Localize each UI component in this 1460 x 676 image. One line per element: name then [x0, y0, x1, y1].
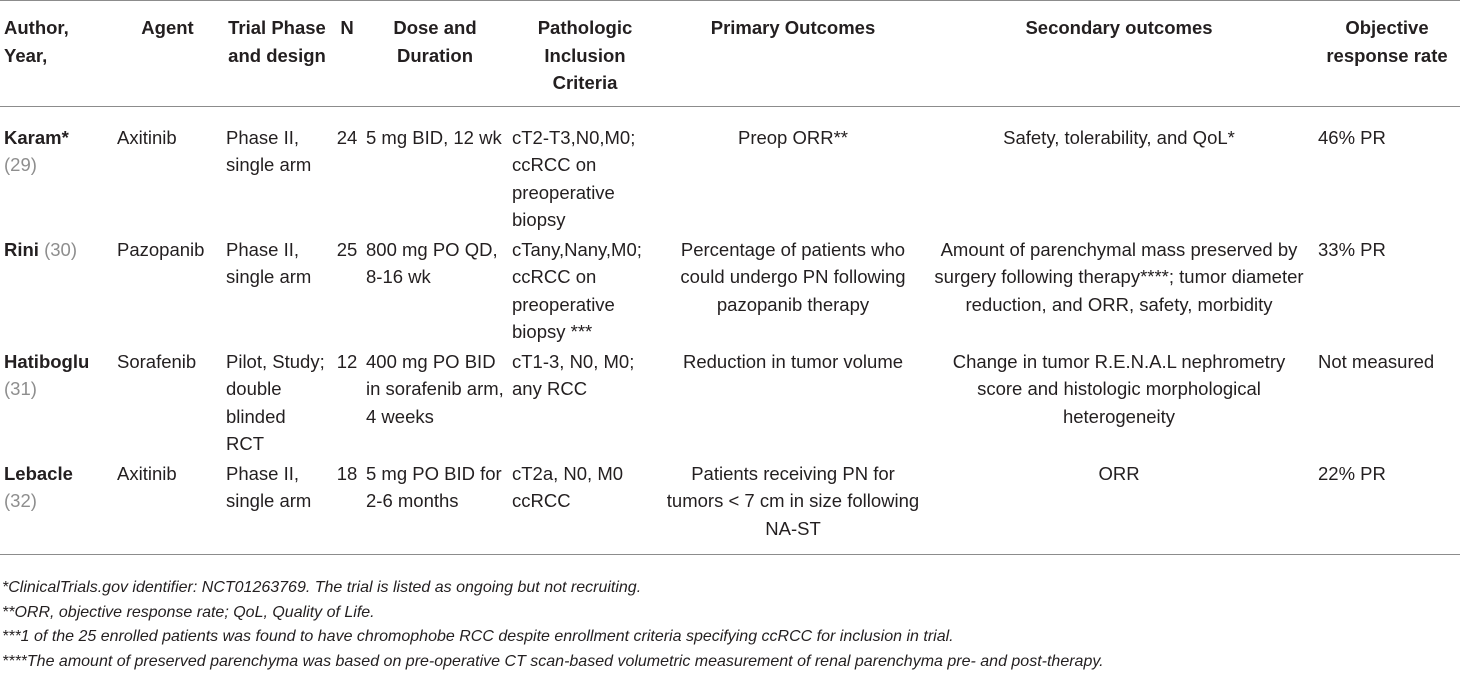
cell-criteria: cT1-3, N0, M0; any RCC: [512, 350, 635, 399]
cell-author: [0, 346, 113, 458]
cell-primary: Preop ORR**: [737, 126, 848, 148]
header-author: Author, Year,: [4, 17, 69, 66]
table-row: [0, 346, 1460, 458]
citation-link[interactable]: (29): [4, 154, 37, 175]
footnote: **ORR, objective response rate; QoL, Quality of Life.: [2, 603, 375, 621]
cell-phase: Phase II, single arm: [226, 126, 312, 175]
footnote: *ClinicalTrials.gov identifier: NCT01263769. The trial is listed as ongoing but not recruiting.: [2, 579, 642, 596]
cell-dose: 5 mg PO BID for 2-6 months: [366, 462, 502, 511]
cell-n: 25: [336, 238, 358, 260]
author-name: Lebacle: [4, 462, 73, 484]
citation-link[interactable]: (32): [4, 490, 37, 511]
cell-secondary: Change in tumor R.E.N.A.L nephrometry score and histologic morphological heterogeneity: [952, 350, 1286, 427]
footnote: ****The amount of preserved parenchyma was based on pre-operative CT scan-based volumetric measurement of renal parenchyma pre- and post-therapy.: [2, 652, 1104, 670]
header-dose: Dose and Duration: [393, 17, 477, 66]
cell-primary: Patients receiving PN for tumors < 7 cm in size following NA-ST: [666, 462, 920, 539]
header-row: [0, 1, 1460, 107]
cell-criteria: cT2-T3,N0,M0; ccRCC on preoperative biopsy: [512, 126, 636, 230]
cell-primary: Reduction in tumor volume: [682, 350, 904, 372]
cell-orr: 22% PR: [1318, 462, 1386, 484]
cell-criteria: cT2a, N0, M0 ccRCC: [512, 462, 624, 511]
cell-n: 24: [336, 126, 358, 148]
table-row: [0, 106, 1460, 234]
header-primary: Primary Outcomes: [710, 17, 876, 38]
citation-link[interactable]: (31): [4, 378, 37, 399]
author-name: Rini: [4, 238, 39, 260]
header-n: N: [340, 17, 354, 38]
footnote: ***1 of the 25 enrolled patients was found to have chromophobe RCC despite enrollment criteria specifying ccRCC for inclusion in trial.: [2, 628, 954, 645]
table-row: [0, 234, 1460, 346]
header-agent: Agent: [141, 17, 194, 38]
cell-author: [0, 106, 113, 234]
author-name: Hatiboglu: [4, 350, 90, 372]
header-criteria: Pathologic Inclusion Criteria: [537, 17, 633, 93]
cell-agent: Pazopanib: [117, 238, 205, 260]
cell-secondary: ORR: [1098, 462, 1140, 484]
cell-phase: Phase II, single arm: [226, 462, 312, 511]
cell-dose: 800 mg PO QD, 8-16 wk: [366, 238, 498, 287]
cell-dose: 5 mg BID, 12 wk: [366, 126, 502, 148]
cell-n: 12: [336, 350, 358, 372]
cell-primary: Percentage of patients who could undergo PN following pazopanib therapy: [680, 238, 906, 315]
cell-criteria: cTany,Nany,M0; ccRCC on preoperative biopsy ***: [512, 238, 642, 342]
header-secondary: Secondary outcomes: [1025, 17, 1213, 38]
cell-orr: 33% PR: [1318, 238, 1386, 260]
table-footnotes: [2, 576, 1104, 674]
cell-secondary: Safety, tolerability, and QoL*: [1003, 126, 1235, 148]
cell-agent: Axitinib: [117, 126, 177, 148]
cell-dose: 400 mg PO BID in sorafenib arm, 4 weeks: [366, 350, 504, 427]
table-row: [0, 458, 1460, 555]
header-orr: Objective response rate: [1326, 17, 1448, 66]
cell-n: 18: [336, 462, 358, 484]
cell-phase: Pilot, Study; double blinded RCT: [226, 350, 325, 454]
cell-orr: Not measured: [1318, 350, 1435, 372]
citation-link[interactable]: (30): [44, 238, 77, 260]
cell-phase: Phase II, single arm: [226, 238, 312, 287]
cell-orr: 46% PR: [1318, 126, 1386, 148]
cell-author: [0, 458, 113, 555]
cell-secondary: Amount of parenchymal mass preserved by surgery following therapy****; tumor diameter reduction, and ORR, safety, morbidity: [934, 238, 1304, 315]
author-name: Karam*: [4, 126, 69, 148]
header-phase: Trial Phase and design: [228, 17, 326, 66]
cell-agent: Axitinib: [117, 462, 177, 484]
cell-author: [0, 234, 113, 346]
cell-agent: Sorafenib: [117, 350, 197, 372]
